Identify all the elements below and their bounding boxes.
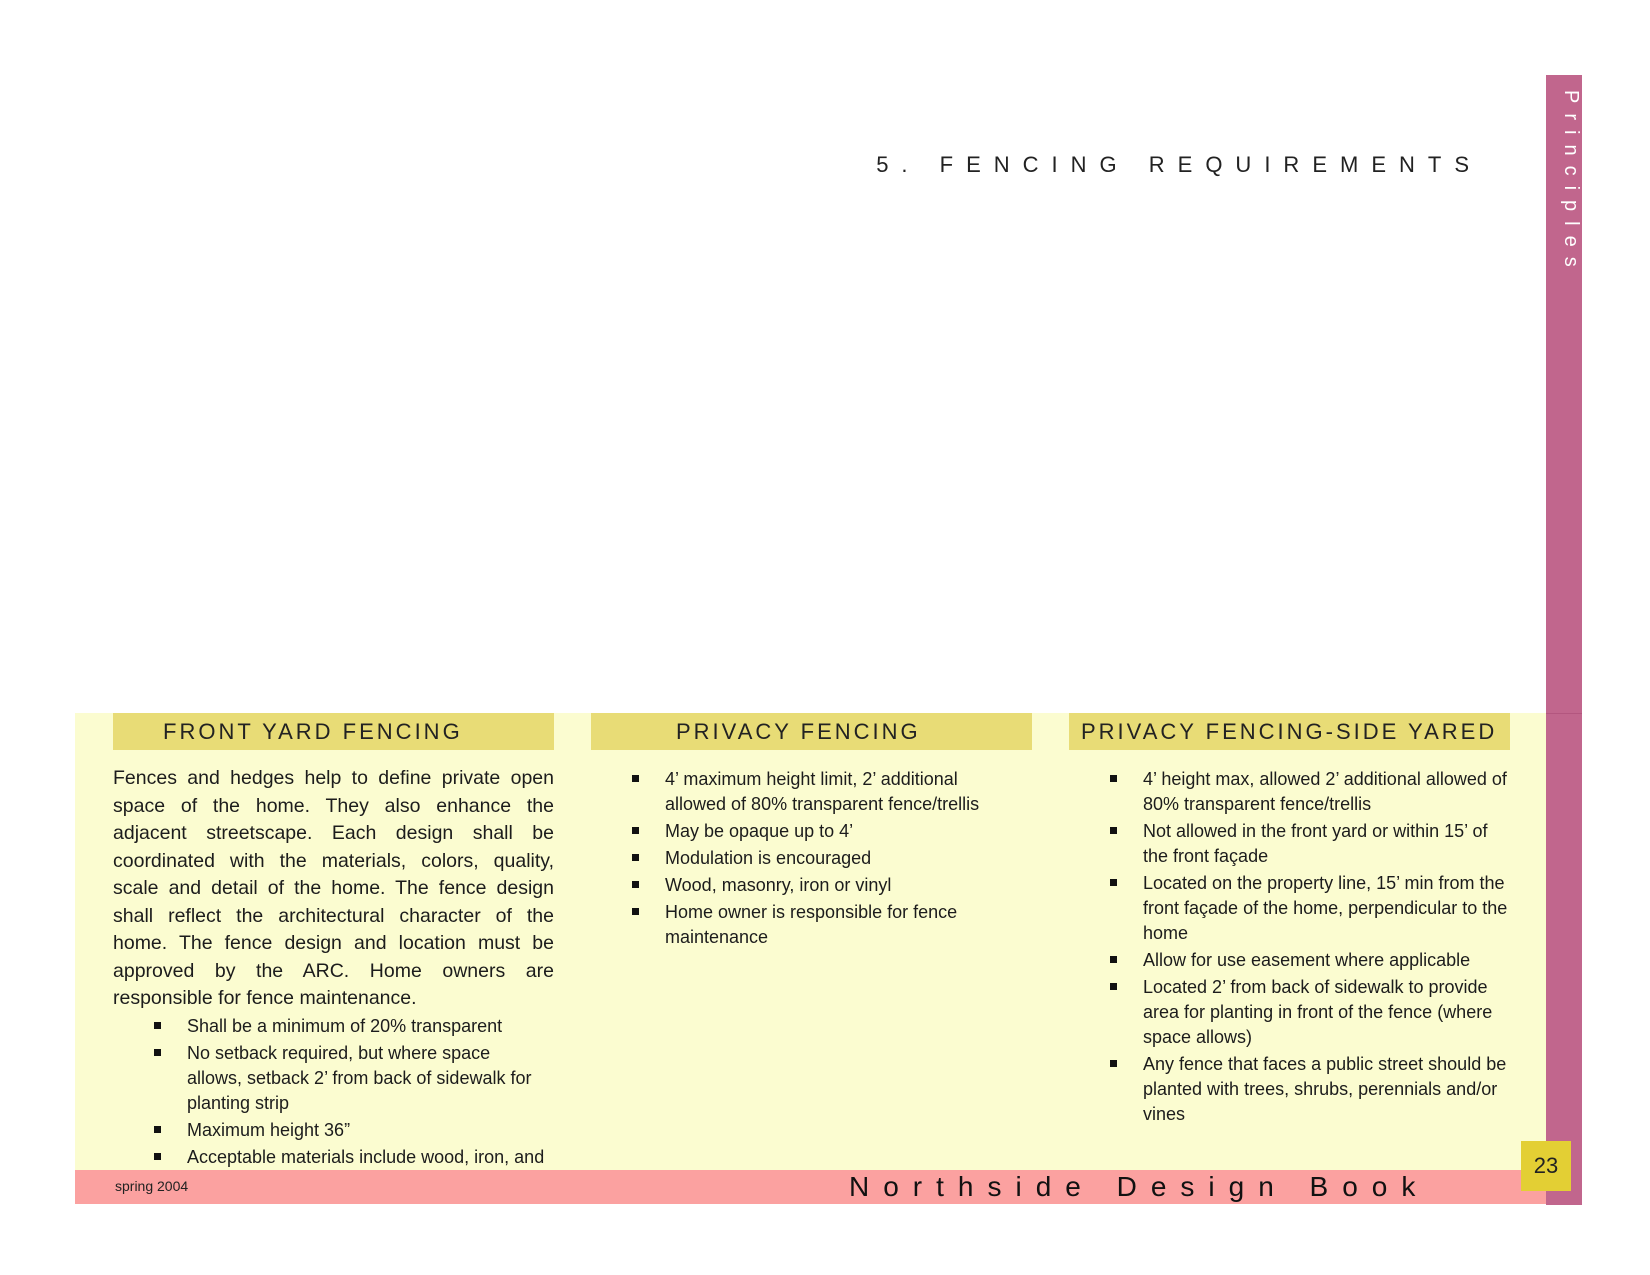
privacy-heading: PRIVACY FENCING [591, 713, 1032, 750]
list-item: Wood, masonry, iron or vinyl [628, 873, 1008, 898]
list-item: Shall be a minimum of 20% transparent [150, 1014, 545, 1039]
list-item: Home owner is responsible for fence maintenance [628, 900, 1008, 950]
page-title: 5. FENCING REQUIREMENTS [876, 152, 1482, 177]
page-number-badge: 23 [1521, 1141, 1571, 1191]
front-yard-heading: FRONT YARD FENCING [113, 713, 554, 750]
footer-book-title: Northside Design Book [849, 1171, 1430, 1202]
list-item: Located 2’ from back of sidewalk to provide area for planting in front of the fence (where space allows) [1106, 975, 1511, 1050]
side-tab-label: Principles [1560, 90, 1582, 277]
list-item: Acceptable materials include wood, iron, and [150, 1145, 545, 1195]
side-tab-divider [1546, 713, 1582, 714]
list-item: Any fence that faces a public street should be planted with trees, shrubs, perennials and/or vines [1106, 1052, 1511, 1127]
list-item: Maximum height 36” [150, 1118, 545, 1143]
privacy-side-bullet-list [1106, 767, 1511, 1129]
front-yard-paragraph: Fences and hedges help to define private open space of the home. They also enhance the adjacent streetscape. Each design shall be coordinated with the materials, colors, quality, scale and detail of the home. The fence design shall reflect the architectural character of the home. The fence design and location must be approved by the ARC. Home owners are responsible for fence maintenance. [113, 767, 554, 1009]
list-item: 4’ maximum height limit, 2’ additional allowed of 80% transparent fence/trellis [628, 767, 1008, 817]
list-item: No setback required, but where space allows, setback 2’ from back of sidewalk for planting strip [150, 1041, 545, 1116]
list-item: May be opaque up to 4’ [628, 819, 1008, 844]
list-item: Allow for use easement where applicable [1106, 948, 1511, 973]
list-item: Modulation is encouraged [628, 846, 1008, 871]
list-item: Not allowed in the front yard or within 15’ of the front façade [1106, 819, 1511, 869]
footer-season: spring 2004 [115, 1178, 189, 1194]
list-item: 4’ height max, allowed 2’ additional allowed of 80% transparent fence/trellis [1106, 767, 1511, 817]
privacy-bullet-list [628, 767, 1008, 952]
privacy-side-heading: PRIVACY FENCING-SIDE YARED [1069, 713, 1510, 750]
list-item: Located on the property line, 15’ min from the front façade of the home, perpendicular to the home [1106, 871, 1511, 946]
